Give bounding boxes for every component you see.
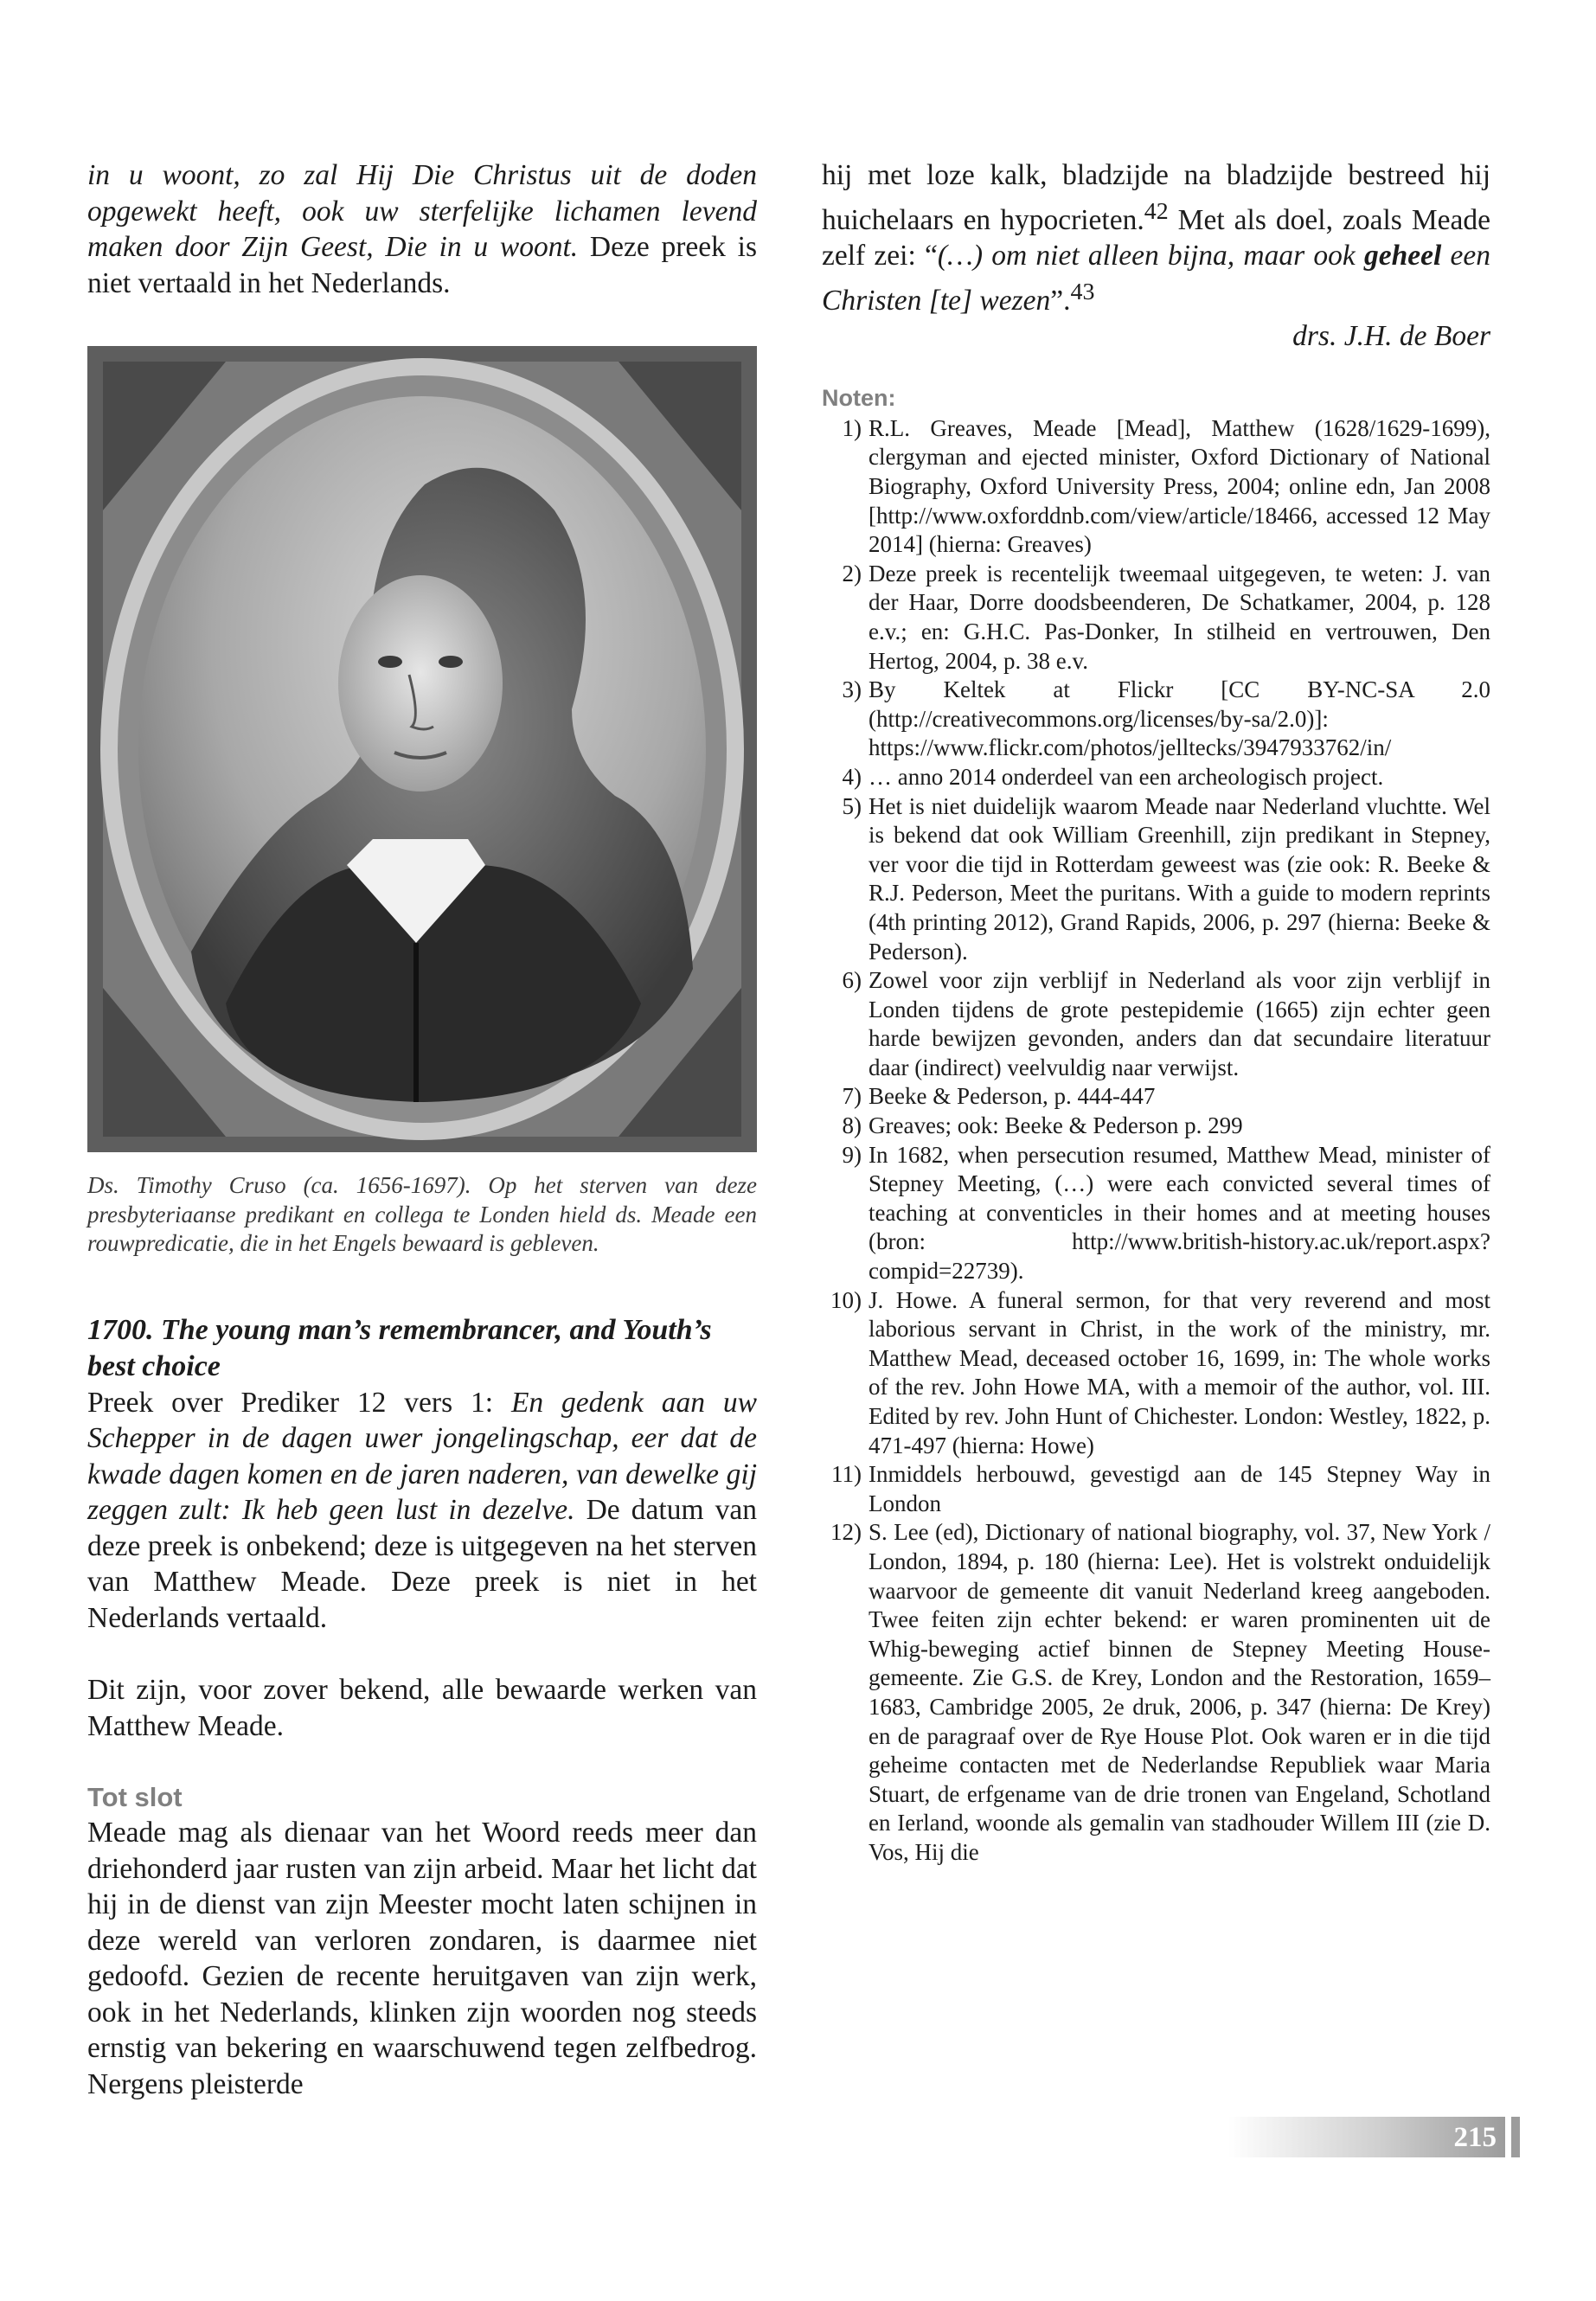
tot-slot-heading: Tot slot xyxy=(87,1782,183,1812)
closing-line: Dit zijn, voor zover bekend, alle bewaarde werken van Matthew Meade. xyxy=(87,1674,757,1742)
note-number: 9) xyxy=(842,1141,862,1168)
footnote-ref-42[interactable]: 42 xyxy=(1144,197,1169,225)
note-item xyxy=(822,1112,1490,1141)
continuation-quote-bold: geheel xyxy=(1363,240,1442,272)
note-text: Het is niet duidelijk waarom Meade naar Nederland vluchtte. Wel is bekend dat ook William Greenhill, zijn predikant in Stepney, ver voor die tijd in Rotterdam geweest was (zie ook: R. Beeke & R.J. Pederson, Meet the puritans. With a guide to modern reprints (4th printing 2012), Grand Rapids, 2006, p. 297 (hierna: Beeke & Pederson). xyxy=(869,792,1490,965)
portrait-image xyxy=(87,346,757,1152)
right-column xyxy=(822,157,1490,1868)
note-item xyxy=(822,676,1490,763)
section-1700-intro: Preek over Prediker 12 vers 1: xyxy=(87,1386,511,1419)
note-item xyxy=(822,414,1490,560)
intro-plain: Deze preek is niet vertaald in het Nederlands. xyxy=(87,231,757,299)
note-number: 3) xyxy=(842,676,862,703)
footer-tick xyxy=(1511,2117,1520,2157)
portrait-caption: Ds. Timothy Cruso (ca. 1656-1697). Op het sterven van deze presbyteriaanse predikant en collega te Londen hield ds. Meade een rouwpredicatie, die in het Engels bewaard is gebleven. xyxy=(87,1172,757,1256)
note-number: 7) xyxy=(842,1083,862,1110)
note-text: J. Howe. A funeral sermon, for that very reverend and most laborious servant in Christ, in the work of the ministry, mr. Matthew Mead, deceased october 16, 1699, in: The whole works of the rev. John Howe MA, with a memoir of the author, vol. III. Edited by rev. John Hunt of Chichester. London: Westley, 1822, p. 471-497 (hierna: Howe) xyxy=(869,1286,1490,1458)
note-text: Zowel voor zijn verblijf in Nederland als voor zijn verblijf in Londen tijdens de grote pestepidemie (1665) zijn echter geen harde bewijzen gevonden, anders dan dat secundaire literatuur daar (indirect) veelvuldig naar verwijst. xyxy=(869,967,1490,1080)
continuation-paragraph xyxy=(822,157,1490,318)
note-number: 2) xyxy=(842,560,862,586)
note-text: Inmiddels herbouwd, gevestigd aan de 145 Stepney Way in London xyxy=(869,1461,1490,1516)
intro-paragraph xyxy=(87,157,757,301)
note-text: Beeke & Pederson, p. 444-447 xyxy=(869,1083,1156,1110)
continuation-quote-a: (…) om niet alleen bijna, maar ook xyxy=(937,240,1364,272)
note-item xyxy=(822,763,1490,792)
section-1700-title: 1700. The young man’s remembrancer, and Youth’s best choice xyxy=(87,1313,712,1382)
note-text: By Keltek at Flickr [CC BY-NC-SA 2.0 (http://creativecommons.org/licenses/by-sa/2.0)]: https://www.flickr.com/photos/jelltecks/3947933762/in/ xyxy=(869,676,1490,761)
footnote-ref-43[interactable]: 43 xyxy=(1070,278,1095,305)
portrait-engraving xyxy=(87,346,757,1152)
note-text: Deze preek is recentelijk tweemaal uitgegeven, te weten: J. van der Haar, Dorre doodsbeenderen, De Schatkamer, 2004, p. 128 e.v.; en: G.H.C. Pas-Donker, In stilheid en vertrouwen, Den Hertog, 2004, p. 38 e.v. xyxy=(869,560,1490,674)
tot-slot-paragraph: Meade mag als dienaar van het Woord reeds meer dan driehonderd jaar rusten van zijn arbeid. Maar het licht dat hij in de dienst van zijn Meester mocht laten schijnen in deze wereld van verloren zondaren, is daarmee niet gedoofd. Gezien de recente heruitgaven van zijn werk, ook in het Nederlands, klinken zijn woorden nog steeds ernstig van bekering en waarschuwend tegen zelfbedrog. Nergens pleisterde xyxy=(87,1817,757,2100)
note-text: R.L. Greaves, Meade [Mead], Matthew (1628/1629-1699), clergyman and ejected minister, Oxford Dictionary of National Biography, Oxford University Press, 2004; online edn, Jan 2008 [http://www.oxforddnb.com/view/article/18466, accessed 12 May 2014] (hierna: Greaves) xyxy=(869,414,1490,558)
continuation-text-2: Met als doel, zoals Meade zelf zei: “ xyxy=(822,203,1491,272)
note-item xyxy=(822,1286,1490,1461)
note-item xyxy=(822,560,1490,676)
author-signature: drs. J.H. de Boer xyxy=(1292,320,1490,353)
section-1700-quote: En gedenk aan uw Schepper in de dagen uwer jongelingschap, eer dat de kwade dagen komen en de jaren naderen, van dewelke gij zeggen zult: Ik heb geen lust in dezelve. xyxy=(87,1386,757,1526)
note-number: 4) xyxy=(842,763,862,790)
note-item xyxy=(822,1141,1490,1286)
note-number: 6) xyxy=(842,967,862,994)
note-text: S. Lee (ed), Dictionary of national biography, vol. 37, New York / London, 1894, p. 180 (hierna: Lee). Het is volstrekt onduidelijk waarvoor de gemeente dit vanuit Nederland kreeg aangeboden. Twee feiten zijn echter bekend: er waren prominenten uit de Whig-beweging actief binnen de Stepney Meeting House-gemeente. Zie G.S. de Krey, London and the Restoration, 1659–1683, Cambridge 2005, 2e druk, 2006, p. 347 (hierna: De Krey) en de paragraaf over de Rye House Plot. Ook waren er in die tijd geheime contacten met de Nederlandse Republiek waar Maria Stuart, de erfgename van de drie tronen van Engeland, Schotland en Ierland, woonde als gemalin van stadhouder Willem III (zie D. Vos, Hij die xyxy=(869,1519,1490,1865)
notes-list xyxy=(822,414,1490,1868)
note-number: 1) xyxy=(842,414,862,441)
note-number: 12) xyxy=(830,1519,862,1546)
section-1700-rest: De datum van deze preek is onbekend; deze is uitgegeven na het sterven van Matthew Meade. Deze preek is niet in het Nederlands vertaald. xyxy=(87,1494,757,1634)
left-column xyxy=(87,157,757,2102)
note-number: 10) xyxy=(830,1286,862,1313)
note-text: In 1682, when persecution resumed, Matthew Mead, minister of Stepney Meeting, (…) were each convicted several times of teaching at conventicles in their homes and at meeting houses (bron: http://www.british-history.ac.uk/report.aspx?compid=22739). xyxy=(869,1141,1490,1285)
note-item xyxy=(822,1082,1490,1112)
intro-italic: in u woont, zo zal Hij Die Christus uit de doden opgewekt heeft, ook uw sterfelijke lichamen levend maken door Zijn Geest, Die in u woont. xyxy=(87,159,757,263)
section-1700-body xyxy=(87,1385,757,1637)
page-number: 215 xyxy=(1453,2122,1497,2153)
note-text: Greaves; ook: Beeke & Pederson p. 299 xyxy=(869,1112,1243,1139)
note-number: 11) xyxy=(831,1461,862,1488)
note-item xyxy=(822,1518,1490,1867)
note-number: 5) xyxy=(842,792,862,819)
note-item xyxy=(822,792,1490,967)
note-text: … anno 2014 onderdeel van een archeologisch project. xyxy=(869,763,1384,790)
continuation-quote-b: een Christen [te] wezen xyxy=(822,240,1490,317)
note-item xyxy=(822,966,1490,1082)
notes-heading: Noten: xyxy=(822,384,896,411)
note-number: 8) xyxy=(842,1112,862,1139)
note-item xyxy=(822,1460,1490,1518)
continuation-text-1: hij met loze kalk, bladzijde na bladzijde bestreed hij huichelaars en hypocrieten. xyxy=(822,159,1490,236)
continuation-text-3: ”. xyxy=(1050,284,1071,317)
